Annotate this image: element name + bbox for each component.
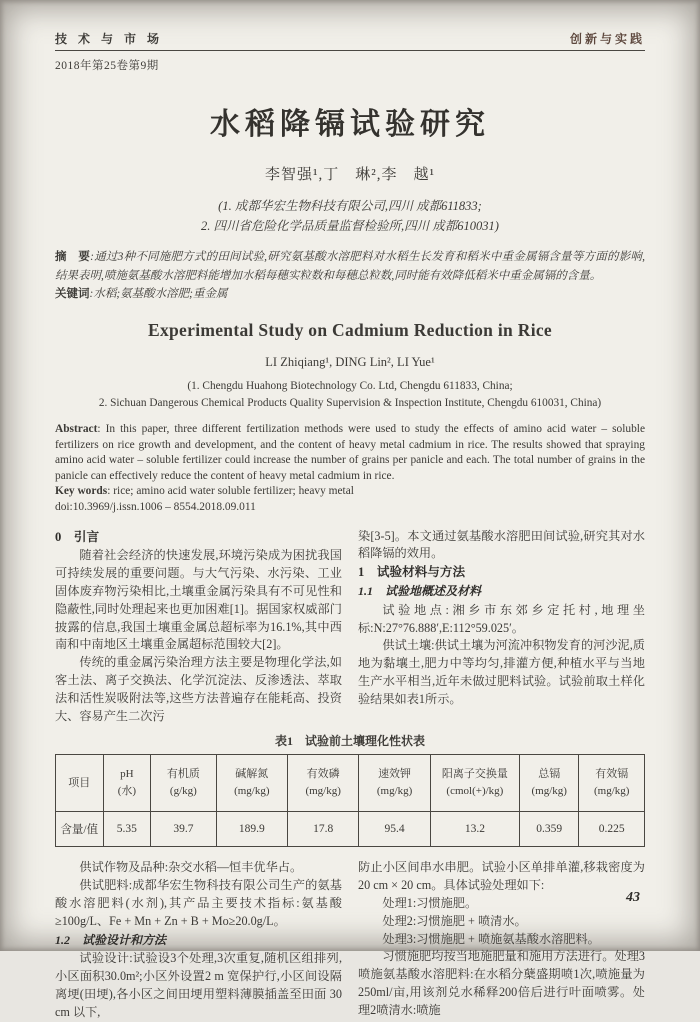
table1-header-cell: 有效镉 (mg/kg) bbox=[579, 755, 645, 812]
treatment-2: 处理2:习惯施肥 + 喷清水。 bbox=[382, 913, 527, 928]
left-column bbox=[55, 528, 342, 726]
table1-caption: 表1 试验前土壤理化性状表 bbox=[274, 734, 425, 749]
affiliation-en-2: 2. Sichuan Dangerous Chemical Products Quality Supervision & Inspection Institute, Chengdu 610031, China) bbox=[98, 397, 602, 410]
affiliations-cn bbox=[55, 196, 645, 236]
table1-header-cell: 总镉 (mg/kg) bbox=[520, 755, 579, 812]
affiliation-cn-1: (1. 成都华宏生物科技有限公司,四川 成都611833; bbox=[218, 199, 482, 213]
keywords-cn-label: 关键词 bbox=[55, 288, 90, 300]
keywords-cn bbox=[55, 285, 645, 304]
table1-header-cell: 速效钾 (mg/kg) bbox=[359, 755, 430, 812]
table1-header-cell: 阳离子交换量 (cmol(+)/kg) bbox=[430, 755, 519, 812]
abstract-cn-label: 摘 要 bbox=[55, 251, 91, 263]
section-1-2-heading: 1.2 试验设计和方法 bbox=[55, 932, 167, 947]
table1-value-nitrogen: 189.9 bbox=[216, 812, 287, 847]
right-column-bottom bbox=[358, 859, 645, 1021]
page-number: 43 bbox=[626, 890, 640, 905]
body-columns-top bbox=[55, 528, 645, 726]
table1-header bbox=[56, 755, 645, 812]
table1-value-phosphorus: 17.8 bbox=[287, 812, 358, 847]
body-columns-bottom bbox=[55, 859, 645, 1021]
authors-cn: 李智强¹,丁 琳²,李 越¹ bbox=[265, 167, 435, 183]
section-0-heading: 0 引言 bbox=[55, 529, 100, 544]
header-rule bbox=[55, 50, 645, 51]
table1-header-cell: 有效磷 (mg/kg) bbox=[287, 755, 358, 812]
keywords-en bbox=[55, 484, 645, 500]
article-title-cn: 水稻降镉试验研究 bbox=[210, 108, 490, 141]
location-paragraph: 试验地点:湘乡市东郊乡定托村,地理坐标:N:27°76.888′,E:112°59.025′。 bbox=[358, 602, 645, 635]
table1-value-potassium: 95.4 bbox=[359, 812, 430, 847]
table1-header-cell: 项目 bbox=[56, 755, 104, 812]
abstract-cn bbox=[55, 248, 645, 285]
abstract-cn-block bbox=[55, 248, 645, 304]
journal-header bbox=[55, 30, 645, 73]
masthead-row bbox=[55, 30, 645, 47]
abstract-en-label: Abstract bbox=[55, 423, 98, 436]
table1-header-cell: pH (水) bbox=[103, 755, 151, 812]
journal-section: 创新与实践 bbox=[569, 32, 645, 46]
table1-row-label: 含量/值 bbox=[56, 812, 104, 847]
table1-value-total-cd: 0.359 bbox=[520, 812, 579, 847]
table-row bbox=[56, 812, 645, 847]
keywords-cn-text: :水稻;氨基酸水溶肥;重金属 bbox=[89, 288, 228, 300]
intro-paragraph-2: 传统的重金属污染治理方法主要是物理化学法,如客土法、离子交换法、化学沉淀法、反渗透法、萃取法和活性炭吸附法等,这些方法普遍存在能耗高、投资大、容易产生二次污 bbox=[55, 655, 342, 723]
table1-header-cell: 碱解氮 (mg/kg) bbox=[216, 755, 287, 812]
design-paragraph: 试验设计:试验设3个处理,3次重复,随机区组排列,小区面积30.0m²;小区外设置2 m 宽保护行,小区间设隔离埂(田埂),各小区之间田埂用塑料薄膜插盖至田面 30 cm 以下, bbox=[55, 951, 342, 1019]
doi: doi:10.3969/j.issn.1006 – 8554.2018.09.011 bbox=[55, 500, 256, 513]
fertilizer-paragraph: 供试肥料:成都华宏生物科技有限公司生产的氨基酸水溶肥料(水剂),其产品主要技术指标:氨基酸≥100g/L、Fe + Mn + Zn + B + Mo≥20.0g/L。 bbox=[55, 878, 342, 928]
abstract-en-text: : In this paper, three different fertilization methods were used to study the effects of amino acid water – soluble fertilizers on rice growth and development, and the content of heavy metal cadmium in rice. The results showed that spraying amino acid water – soluble fertilizer could increase the number of grains per panicle and each. The total number of grains in the panicle can effectively reduce the content of heavy metal cadmium in rice. bbox=[55, 423, 645, 482]
affiliations-en bbox=[55, 378, 645, 412]
intro-continuation: 染[3-5]。本文通过氨基酸水溶肥田间试验,研究其对水稻降镉的效用。 bbox=[358, 528, 645, 561]
table1-value-cec: 13.2 bbox=[430, 812, 519, 847]
treatment-1: 处理1:习惯施肥。 bbox=[382, 895, 478, 910]
affiliation-en-1: (1. Chengdu Huahong Biotechnology Co. Ltd, Chengdu 611833, China; bbox=[187, 380, 513, 393]
abstract-en-block bbox=[55, 422, 645, 516]
affiliation-cn-2: 2. 四川省危险化学品质量监督检验所,四川 成都610031) bbox=[201, 219, 499, 233]
section-1-heading: 1 试验材料与方法 bbox=[358, 565, 466, 580]
crop-paragraph: 供试作物及品种:杂交水稻—恒丰优华占。 bbox=[79, 860, 303, 875]
intro-paragraph-1: 随着社会经济的快速发展,环境污染成为困扰我国可持续发展的重要问题。与大气污染、水污染、工业固体废弃物污染相比,土壤重金属污染具有不可见性和隐蔽性,同时处理起来也更加困难[1]。据国家权威部门披露的信息,我国土壤重金属总超标率为16.1%,其中西南和中南地区土壤重金属超标范围较大[2]。 bbox=[55, 548, 342, 652]
table1-value-ph: 5.35 bbox=[103, 812, 151, 847]
left-column-bottom bbox=[55, 859, 342, 1021]
issue-info: 2018年第25卷第9期 bbox=[55, 60, 159, 72]
table-row bbox=[56, 755, 645, 812]
article-title-en: Experimental Study on Cadmium Reduction in Rice bbox=[148, 319, 552, 340]
habit-fertilization-paragraph: 习惯施肥均按当地施肥量和施用方法进行。处理3喷施氨基酸水溶肥料:在水稻分蘖盛期喷1次,喷施量为250ml/亩,用该剂兑水稀释200倍后进行叶面喷雾。处理2喷清水:喷施 bbox=[358, 949, 645, 1017]
table1-value-organic: 39.7 bbox=[151, 812, 216, 847]
table1-header-cell: 有机质 (g/kg) bbox=[151, 755, 216, 812]
abstract-en bbox=[55, 422, 645, 484]
soil-properties-table bbox=[55, 754, 645, 847]
journal-name: 技 术 与 市 场 bbox=[55, 32, 164, 46]
authors-en: LI Zhiqiang¹, DING Lin², LI Yue¹ bbox=[265, 355, 435, 370]
right-column bbox=[358, 528, 645, 726]
design-continuation: 防止小区间串水串肥。试验小区单排单灌,移栽密度为 20 cm × 20 cm。具体试验处理如下: bbox=[358, 860, 645, 893]
section-1-1-heading: 1.1 试验地概述及材料 bbox=[358, 583, 482, 598]
table1-body bbox=[56, 812, 645, 847]
abstract-cn-text: :通过3种不同施肥方式的田间试验,研究氨基酸水溶肥料对水稻生长发育和稻米中重金属镉含量等方面的影响,结果表明,喷施氨基酸水溶肥料能增加水稻每穗实粒数和每穗总粒数,同时能有效降低稻米中重金属镉的含量。 bbox=[55, 251, 646, 282]
soil-paragraph: 供试土壤:供试土壤为河流冲积物发育的河沙泥,质地为黏壤土,肥力中等均匀,排灌方便,种植水平与当地生产水平相当,近年未做过肥料试验。试验前取土样化验结果如表1所示。 bbox=[358, 638, 645, 706]
keywords-en-text: : rice; amino acid water soluble fertilizer; heavy metal bbox=[107, 485, 354, 498]
keywords-en-label: Key words bbox=[55, 485, 108, 498]
treatment-3: 处理3:习惯施肥 + 喷施氨基酸水溶肥料。 bbox=[382, 931, 600, 946]
table1-value-avail-cd: 0.225 bbox=[579, 812, 645, 847]
